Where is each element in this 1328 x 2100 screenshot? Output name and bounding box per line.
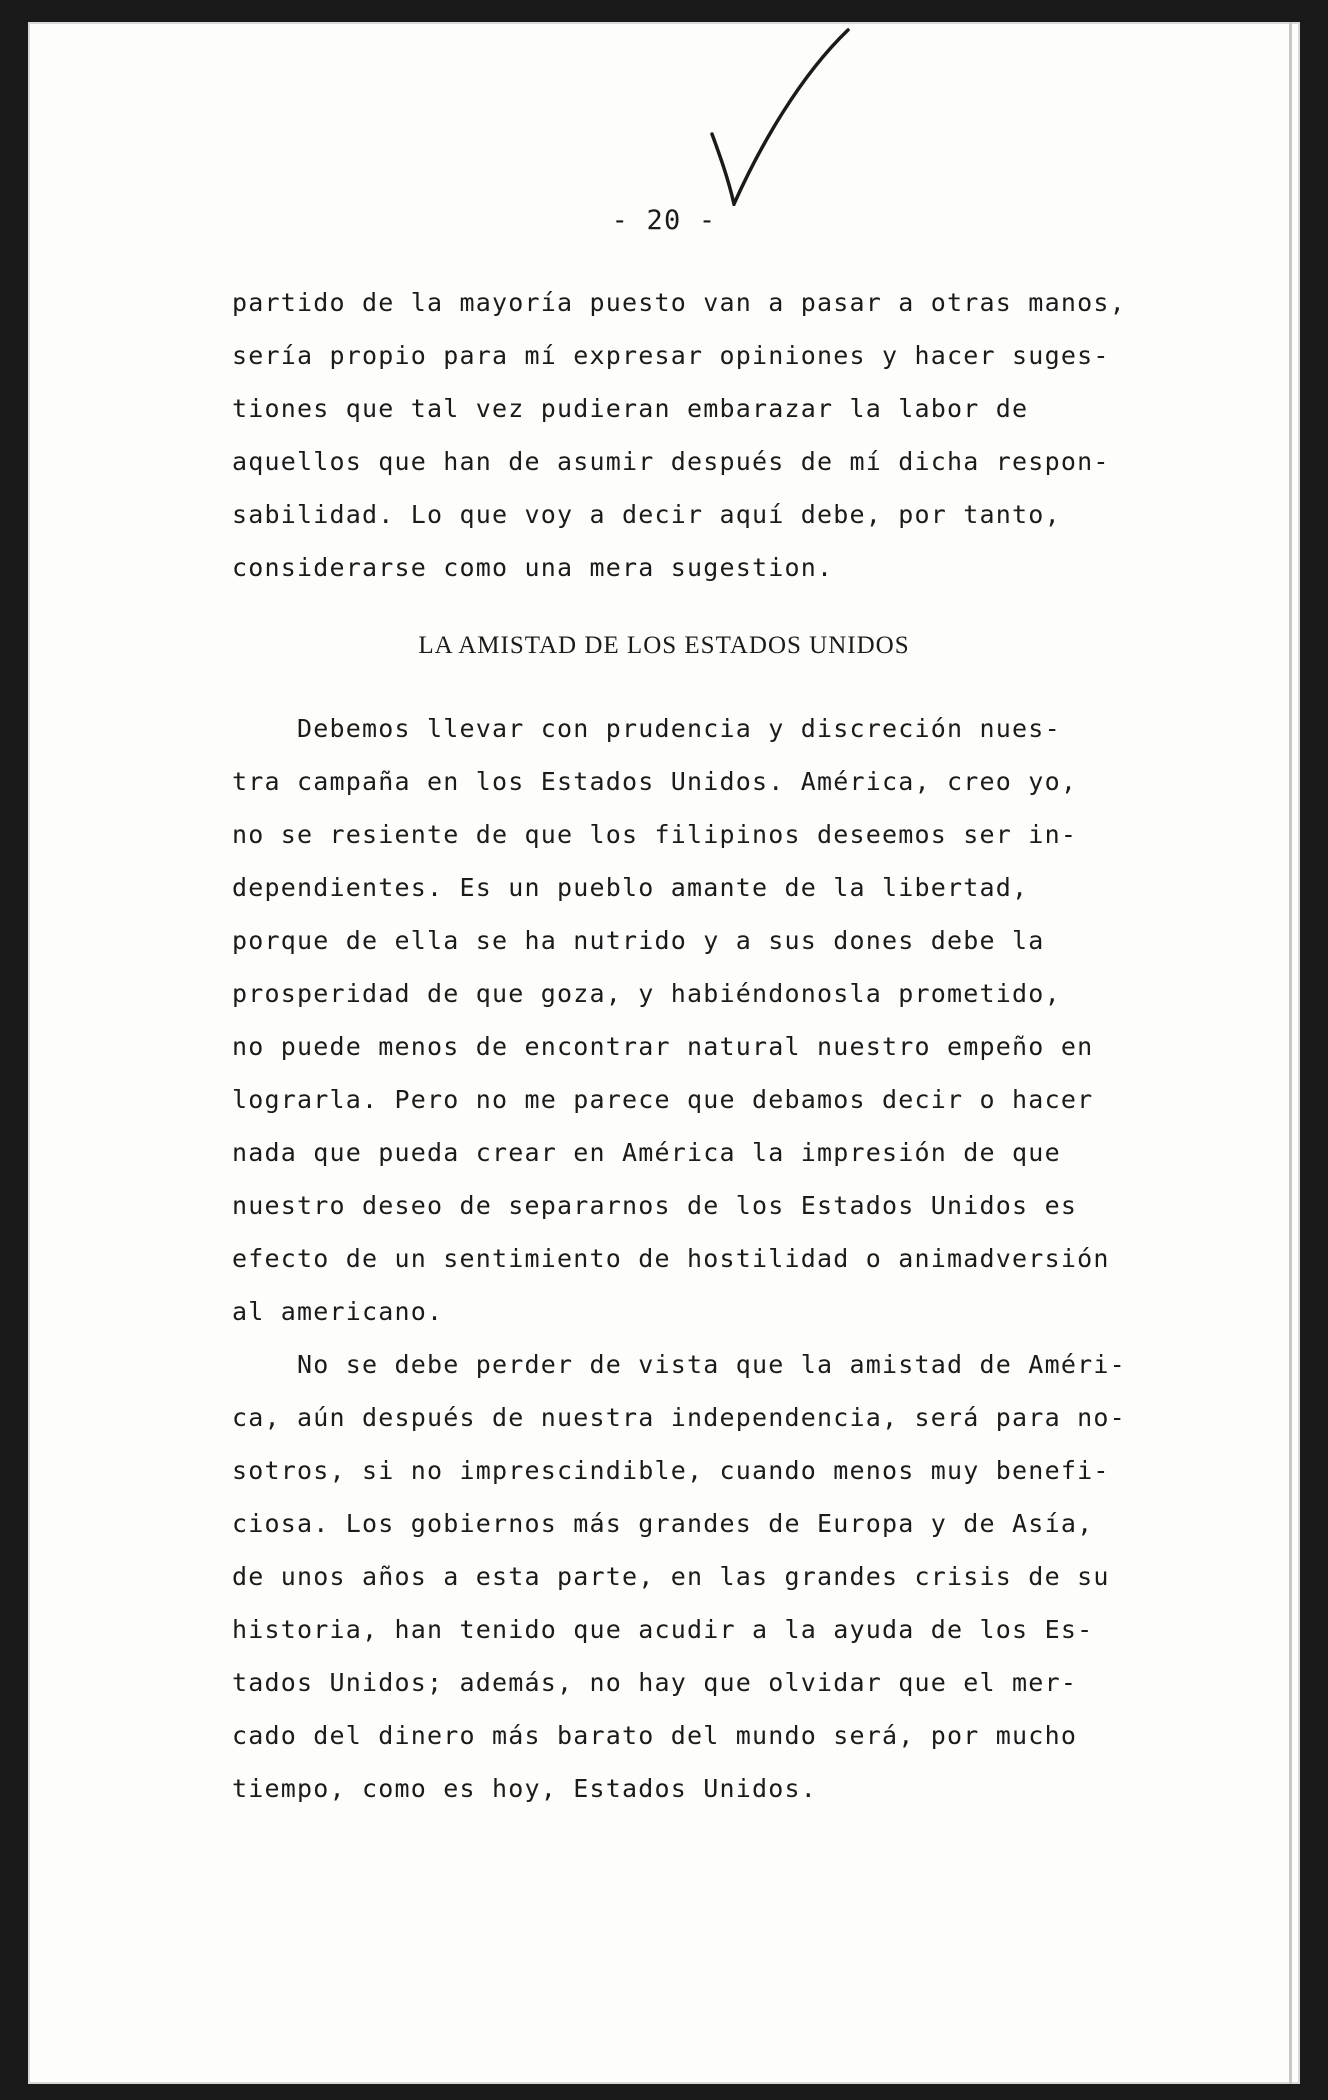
text-line: tiones que tal vez pudieran embarazar la labor de xyxy=(232,394,1029,423)
text-line: porque de ella se ha nutrido y a sus dones debe la xyxy=(232,926,1045,955)
text-line: cado del dinero más barato del mundo será, por mucho xyxy=(232,1721,1078,1750)
text-line: historia, han tenido que acudir a la ayuda de los Es- xyxy=(232,1615,1094,1644)
text-line: nuestro deseo de separarnos de los Estados Unidos es xyxy=(232,1191,1078,1220)
text-line: tados Unidos; además, no hay que olvidar que el mer- xyxy=(232,1668,1078,1697)
text-line: ciosa. Los gobiernos más grandes de Europa y de Asía, xyxy=(232,1509,1094,1538)
text-line: ca, aún después de nuestra independencia, será para no- xyxy=(232,1403,1126,1432)
text-line: lograrla. Pero no me parece que debamos decir o hacer xyxy=(232,1085,1094,1114)
text-line: Debemos llevar con prudencia y discreción nues- xyxy=(232,714,1061,743)
text-line: dependientes. Es un pueblo amante de la libertad, xyxy=(232,873,1029,902)
text-line: considerarse como una mera sugestion. xyxy=(232,553,834,582)
text-line: partido de la mayoría puesto van a pasar a otras manos, xyxy=(232,288,1126,317)
check-mark-icon xyxy=(690,6,860,206)
text-line: sabilidad. Lo que voy a decir aquí debe, por tanto, xyxy=(232,500,1061,529)
page-number: - 20 - xyxy=(611,205,717,236)
text-line: tiempo, como es hoy, Estados Unidos. xyxy=(232,1774,818,1803)
text-line: sotros, si no imprescindible, cuando menos muy benefi- xyxy=(232,1456,1110,1485)
text-line: tra campaña en los Estados Unidos. América, creo yo, xyxy=(232,767,1078,796)
section-heading: LA AMISTAD DE LOS ESTADOS UNIDOS xyxy=(418,632,910,659)
text-line: efecto de un sentimiento de hostilidad o animadversión xyxy=(232,1244,1110,1273)
text-line: no puede menos de encontrar natural nuestro empeño en xyxy=(232,1032,1094,1061)
text-line: prosperidad de que goza, y habiéndonosla prometido, xyxy=(232,979,1061,1008)
text-line: nada que pueda crear en América la impresión de que xyxy=(232,1138,1061,1167)
text-line: sería propio para mí expresar opiniones y hacer suges- xyxy=(232,341,1110,370)
text-line: No se debe perder de vista que la amistad de Améri- xyxy=(232,1350,1126,1379)
text-line: al americano. xyxy=(232,1297,444,1326)
text-line: de unos años a esta parte, en las grandes crisis de su xyxy=(232,1562,1110,1591)
text-line: aquellos que han de asumir después de mí dicha respon- xyxy=(232,447,1110,476)
page-edge-shadow xyxy=(1289,22,1292,2084)
text-line: no se resiente de que los filipinos deseemos ser in- xyxy=(232,820,1078,849)
